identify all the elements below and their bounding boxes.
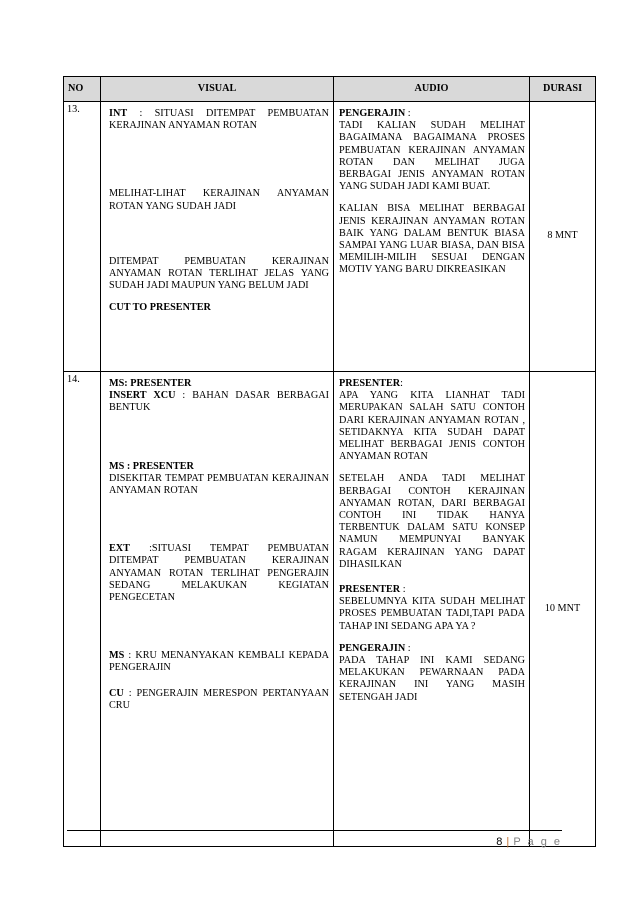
visual-line: DITEMPAT PEMBUATAN KERAJINAN ANYAMAN ROTAN TERLIHAT JELAS YANG SUDAH JADI MAUPUN YANG BELUM JADI <box>109 255 329 292</box>
audio-line: PRESENTER : SEBELUMNYA KITA SUDAH MELIHAT PROSES PEMBUATAN TADI,TAPI PADA TAHAP INI SEDANG APA YA ? <box>339 584 525 632</box>
page-number: 8 <box>496 836 503 848</box>
visual-line: EXT :SITUASI TEMPAT PEMBUATAN DITEMPAT PEMBUATAN KERAJINAN ANYAMAN ROTAN TERLIHAT PENGERAJIN SEDANG MELAKUKAN KEGIATAN PENGECETAN <box>109 543 329 604</box>
visual-line: MS : PRESENTER <box>109 460 194 472</box>
visual-line: CU : PENGERAJIN MERESPON PERTANYAAN CRU <box>109 687 329 711</box>
page-footer <box>496 836 562 848</box>
table-header-row <box>64 77 596 102</box>
footer-divider <box>67 830 562 831</box>
visual-line: CUT TO PRESENTER <box>109 302 211 314</box>
visual-line: MS: PRESENTER <box>109 378 192 389</box>
audio-line: PENGERAJIN : TADI KALIAN SUDAH MELIHAT BAGAIMANA BAGAIMANA PROSES PEMBUATAN KERAJINAN ANYAMAN ROTAN DAN MELIHAT JUGA BERBAGAI JENIS ANYAMAN ROTAN YANG SUDAH JADI KAMI BUAT. <box>339 108 525 193</box>
durasi-cell: 8 MNT <box>530 102 596 372</box>
visual-line: MELIHAT-LIHAT KERAJINAN ANYAMAN ROTAN YANG SUDAH JADI <box>109 188 329 212</box>
visual-line: DISEKITAR TEMPAT PEMBUATAN KERAJINAN ANYAMAN ROTAN <box>109 472 329 497</box>
table-row <box>64 372 596 847</box>
visual-line: INT : SITUASI DITEMPAT PEMBUATAN KERAJINAN ANYAMAN ROTAN <box>109 108 329 132</box>
header-visual: VISUAL <box>101 77 334 102</box>
row-number: 14. <box>64 372 101 847</box>
table-row <box>64 102 596 372</box>
audio-cell <box>334 102 530 372</box>
page-label: P a g e <box>513 836 562 848</box>
footer-separator: | <box>506 836 510 848</box>
audio-line: SETELAH ANDA TADI MELIHAT BERBAGAI CONTOH KERAJINAN ANYAMAN ROTAN, DARI BERBAGAI CONTOH INI TIDAK HANYA TERBENTUK DALAM SATU KONSEP NAMUN MEMPUNYAI BANYAK RAGAM KERAJINAN YANG DAPAT DIHASILKAN <box>339 473 525 570</box>
audio-cell <box>334 372 530 847</box>
audio-line: PENGERAJIN : PADA TAHAP INI KAMI SEDANG MELAKUKAN PEWARNAAN PADA KERAJINAN INI YANG MASIH SETENGAH JADI <box>339 642 525 703</box>
audio-line: KALIAN BISA MELIHAT BERBAGAI JENIS KERAJINAN ANYAMAN ROTAN BAIK YANG DALAM BENTUK BIASA SAMPAI YANG LUAR BIASA, DAN BISA MEMILIH-MILIH SESUAI DENGAN MOTIV YANG BARU DIKREASIKAN <box>339 203 525 276</box>
visual-line: MS : KRU MENANYAKAN KEMBALI KEPADA PENGERAJIN <box>109 650 329 674</box>
header-audio: AUDIO <box>334 77 530 102</box>
durasi-cell: 10 MNT <box>530 372 596 847</box>
header-no: NO <box>64 77 101 102</box>
visual-cell <box>101 102 334 372</box>
audio-line: PRESENTER: APA YANG KITA LIANHAT TADI MERUPAKAN SALAH SATU CONTOH DARI KERAJINAN ANYAMAN ROTAN , SETIDAKNYA KITA SUDAH DAPAT MELIHAT BERBAGAI JENIS CONTOH ANYAMAN ROTAN <box>339 378 525 463</box>
header-durasi: DURASI <box>530 77 596 102</box>
row-number: 13. <box>64 102 101 372</box>
script-table <box>63 76 596 847</box>
visual-line: INSERT XCU : BAHAN DASAR BERBAGAI BENTUK <box>109 390 329 414</box>
visual-cell <box>101 372 334 847</box>
